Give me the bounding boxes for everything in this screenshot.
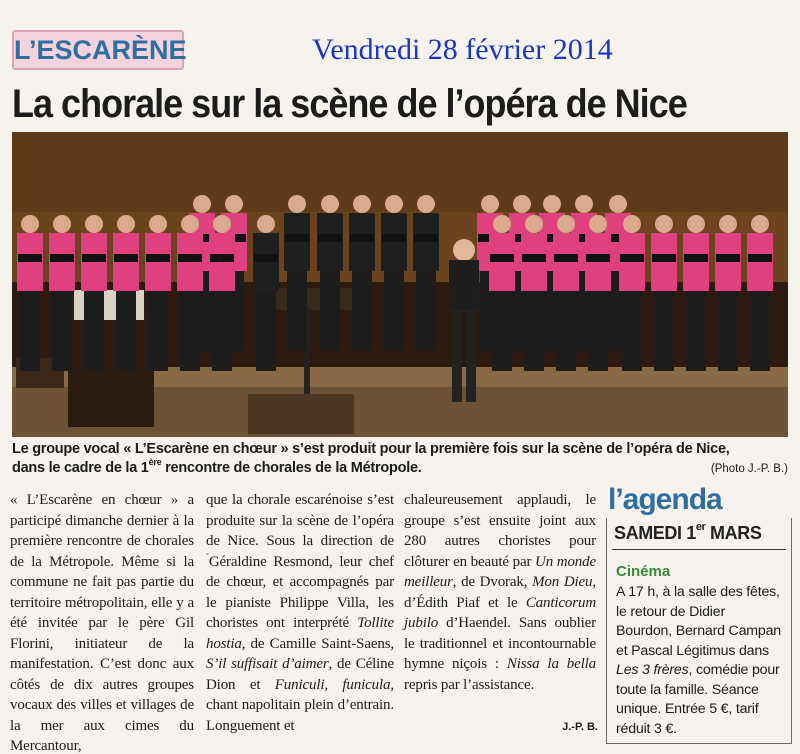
author-signature: J.-P. B. — [562, 721, 598, 733]
section-tag: L’ESCARÈNE — [12, 30, 184, 70]
headline: La chorale sur la scène de l’opéra de Nice — [12, 82, 687, 126]
agenda-title: l’agenda — [606, 482, 792, 518]
agenda-date: SAMEDI 1er MARS — [614, 521, 762, 543]
publication-date: Vendredi 28 février 2014 — [312, 33, 613, 66]
article-column-2: que la chorale escarénoise s’est produite sur la scène de l’opéra de Nice. Sous la direction de ˚Géraldine Resmond, leur chef de chœur, et accompagnés par le pianiste Philippe Villa, les choristes ont interprété Tollite hostia, de Camille Saint-Saens, S’il suffisait d’aimer, de Céline Dion et Funiculi, funicula, chant napolitain plein d’entrain. Longuement et — [206, 492, 394, 734]
agenda-divider — [612, 549, 786, 550]
article-column-1: « L’Escarène en chœur » a participé dimanche dernier à la première rencontre de chorales de la Métropole. Même si la commune ne fait pas partie du territoire métropolitain, elle y a été invitée par le père Gil Florini, initiateur de la manifestation. C’est donc aux côtés de dix autres groupes vocaux des villes et villages de la mer aux cimes du Mercantour, — [10, 492, 194, 754]
agenda-category: Cinéma — [616, 563, 671, 580]
article-column-3: chaleureusement applaudi, le groupe s’est ensuite joint aux 280 autres choristes pour clôturer en beauté par Un monde meilleur, de Dvorak, Mon Dieu, d’Édith Piaf et le Canticorum jubilo d’Haendel. Sans oublier le traditionnel et incontournable hymne niçois : Nissa la bella repris par l’assistance. — [404, 492, 596, 693]
caption-line-2: dans le cadre de la 1ère rencontre de chorales de la Métropole. — [12, 457, 422, 476]
choir-photo — [12, 132, 788, 437]
agenda-event-text: A 17 h, à la salle des fêtes, le retour de Didier Bourdon, Bernard Campan et Pascal Légitimus dans Les 3 frères, comédie pour toute la famille. Séance unique. Entrée 5 €, tarif réduit 3 €. — [616, 584, 781, 737]
photo-caption — [12, 440, 790, 478]
photo-credit: (Photo J.-P. B.) — [710, 463, 788, 475]
caption-line-1: Le groupe vocal « L’Escarène en chœur » s’est produit pour la première fois sur la scène de l’opéra de Nice, — [12, 441, 730, 457]
